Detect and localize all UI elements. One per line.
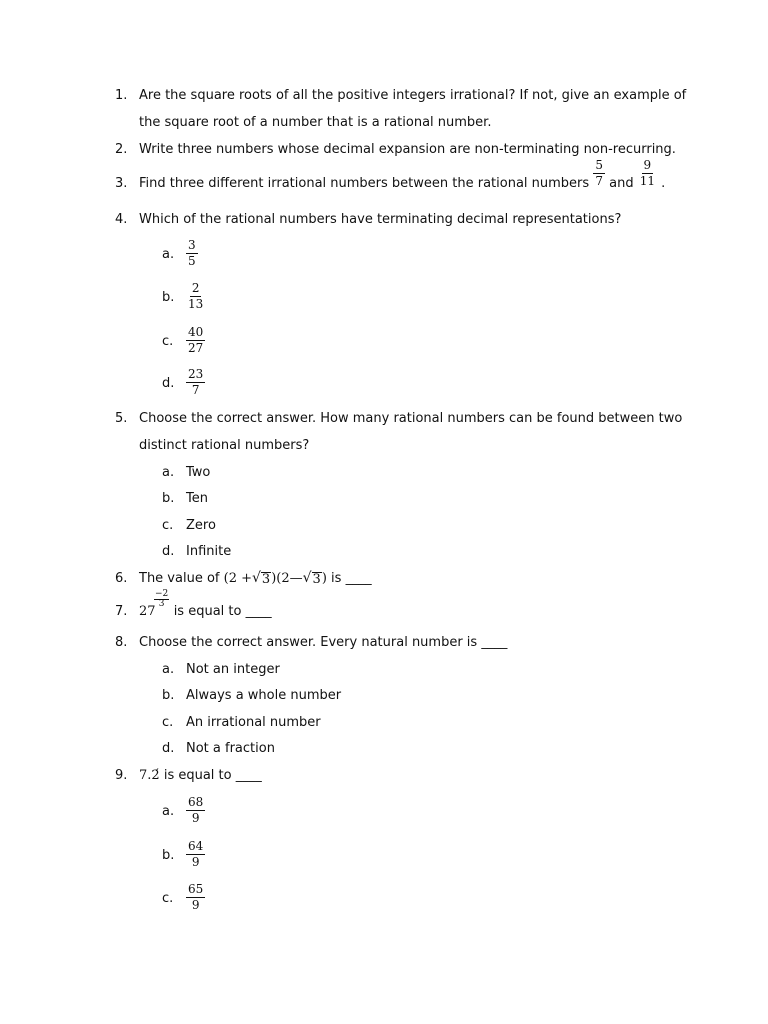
conjunction: and xyxy=(609,176,634,191)
paren-open: (2 + xyxy=(223,571,252,586)
denominator: 9 xyxy=(191,898,200,912)
option-letter: d. xyxy=(162,741,175,756)
option-text: Zero xyxy=(186,518,216,533)
question-prefix: The value of xyxy=(139,571,220,586)
option-text: Always a whole number xyxy=(186,688,342,703)
denominator: 7 xyxy=(595,174,603,188)
square-root xyxy=(303,571,322,587)
option-fraction xyxy=(186,238,198,269)
numerator: 65 xyxy=(188,882,204,896)
option-letter: c. xyxy=(162,891,174,906)
denominator: 9 xyxy=(191,855,200,869)
denominator: 27 xyxy=(188,341,204,355)
option-letter: a. xyxy=(162,247,175,262)
numerator: 40 xyxy=(188,325,204,339)
numerator: 68 xyxy=(188,795,204,809)
question-number: 9. xyxy=(115,768,128,783)
question-text: Are the square roots of all the positive integers irrational? If not, give an example of xyxy=(139,88,687,103)
question-number: 1. xyxy=(115,88,128,103)
question-text: Write three numbers whose decimal expansion are non-terminating non-recurring. xyxy=(139,142,676,157)
option-text: An irrational number xyxy=(186,715,321,730)
option-fraction xyxy=(186,839,205,870)
fraction xyxy=(638,158,657,189)
option-letter: d. xyxy=(162,544,175,559)
denominator: 11 xyxy=(639,174,655,188)
power-expression xyxy=(139,589,169,619)
exponent-fraction xyxy=(154,590,169,609)
recurring-decimal: 7.2́ xyxy=(139,768,160,783)
option-letter: c. xyxy=(162,334,174,349)
option-fraction xyxy=(186,367,205,398)
paren-close: ) xyxy=(321,571,327,586)
denominator: 13 xyxy=(188,297,204,311)
numerator: 23 xyxy=(188,367,204,381)
radical-sign-icon: √ xyxy=(302,570,312,586)
option-letter: b. xyxy=(162,688,175,703)
question-number: 4. xyxy=(115,212,128,227)
option-letter: a. xyxy=(162,662,175,677)
fraction xyxy=(593,158,605,189)
square-root xyxy=(252,571,271,587)
numerator: 9 xyxy=(643,158,652,172)
numerator: 64 xyxy=(188,839,204,853)
denominator: 9 xyxy=(191,811,200,825)
question-number: 5. xyxy=(115,411,128,426)
question-suffix: is equal to ____ xyxy=(163,768,262,783)
question-text: Which of the rational numbers have terminating decimal representations? xyxy=(139,212,622,227)
paren-open: (2— xyxy=(276,571,303,586)
question-number: 2. xyxy=(115,142,128,157)
base: 27 xyxy=(139,604,156,619)
option-text: Two xyxy=(186,465,211,480)
option-text: Infinite xyxy=(186,544,232,559)
question-text xyxy=(139,589,272,619)
denominator: 5 xyxy=(188,254,196,268)
option-text: Not a fraction xyxy=(186,741,275,756)
numerator: 3 xyxy=(188,238,196,252)
question-text xyxy=(139,158,666,191)
option-text: Ten xyxy=(186,491,208,506)
question-number: 8. xyxy=(115,635,128,650)
option-text: Not an integer xyxy=(186,662,280,677)
denominator: 3 xyxy=(158,599,165,609)
period: . xyxy=(661,176,666,191)
radical-sign-icon: √ xyxy=(252,570,261,586)
numerator: 2 xyxy=(191,281,200,295)
option-letter: b. xyxy=(162,290,175,305)
question-text: distinct rational numbers? xyxy=(139,438,310,453)
radicand: 3 xyxy=(261,572,271,587)
option-letter: a. xyxy=(162,804,175,819)
option-fraction xyxy=(186,325,205,356)
question-text xyxy=(139,768,262,783)
question-suffix: is equal to ____ xyxy=(173,604,272,619)
denominator: 7 xyxy=(191,383,200,397)
option-fraction xyxy=(186,281,205,312)
expression xyxy=(224,571,327,586)
question-text xyxy=(139,571,372,587)
option-letter: b. xyxy=(162,848,175,863)
question-text: Choose the correct answer. Every natural number is ____ xyxy=(139,635,508,650)
option-letter: c. xyxy=(162,715,174,730)
radicand: 3 xyxy=(312,572,321,587)
option-fraction xyxy=(186,795,205,826)
option-fraction xyxy=(186,882,205,913)
question-number: 3. xyxy=(115,176,128,191)
option-letter: b. xyxy=(162,491,175,506)
option-letter: a. xyxy=(162,465,175,480)
question-number: 7. xyxy=(115,604,128,619)
question-text: the square root of a number that is a rational number. xyxy=(139,115,492,130)
question-text-before: Find three different irrational numbers between the rational numbers xyxy=(139,176,590,191)
option-letter: c. xyxy=(162,518,174,533)
question-number: 6. xyxy=(115,571,128,586)
numerator: −2 xyxy=(155,589,169,599)
question-suffix: is ____ xyxy=(331,571,372,586)
option-letter: d. xyxy=(162,376,175,391)
paren-close: ) xyxy=(271,571,277,586)
numerator: 5 xyxy=(595,158,603,172)
question-text: Choose the correct answer. How many rational numbers can be found between two xyxy=(139,411,683,426)
